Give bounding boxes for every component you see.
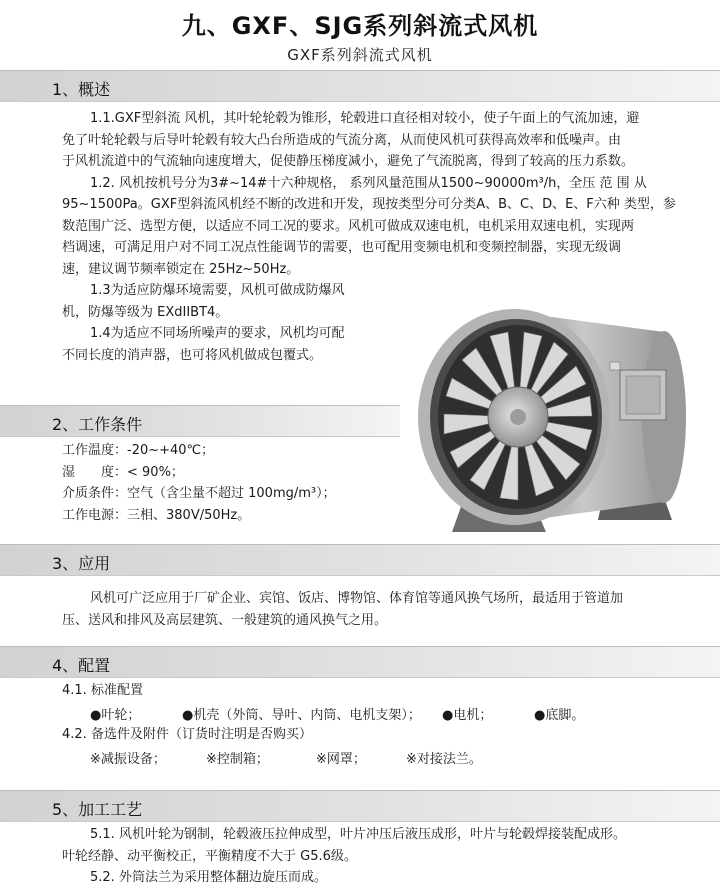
section-header-overview — [0, 70, 720, 102]
list-item: ※网罩； — [316, 752, 366, 767]
section-title: 2、工作条件 — [52, 415, 143, 434]
text-line: 不同长度的消声器，也可将风机做成包覆式。 — [62, 347, 323, 363]
axial-fan-image — [414, 292, 710, 542]
config-optional-label — [62, 724, 312, 746]
text-line: 压、送风和排风及高层建筑、一般建筑的通风换气之用。 — [62, 612, 388, 628]
text-line: 叶轮经静、动平衡校正，平衡精度不大于 G5.6级。 — [62, 848, 357, 864]
section-title: 4、配置 — [52, 656, 111, 675]
text-line: 工作电源：三相、380V/50Hz。 — [62, 507, 251, 523]
list-item: ※对接法兰。 — [406, 752, 482, 767]
text-line: 湿 度：< 90%； — [62, 464, 184, 480]
text-line: 于风机流道中的气流轴向速度增大，促使静压梯度减小，避免了气流脱离，得到了较高的压力系数。 — [62, 154, 635, 169]
application-text — [62, 588, 702, 631]
section-header-processing — [0, 790, 720, 822]
page-title: 九、GXF、SJG系列斜流式风机 — [181, 12, 539, 40]
text-line: 1.4为适应不同场所噪声的要求，风机均可配 — [90, 326, 345, 341]
text-line: 介质条件：空气（含尘量不超过 100mg/m³）； — [62, 486, 336, 501]
text-line: 工作温度：-20~+40℃； — [62, 443, 215, 458]
section-title: 3、应用 — [52, 554, 111, 573]
config-standard-items — [0, 704, 720, 726]
page-subtitle: GXF系列斜流式风机 — [287, 46, 433, 64]
text-line: 5.1. 风机叶轮为钢制，轮毂液压拉伸成型，叶片冲压后液压成形，叶片与轮毂焊接装配成形。 — [90, 827, 626, 842]
processing-text — [62, 824, 712, 889]
text-line: 速，建议调节频率锁定在 25Hz~50Hz。 — [62, 261, 300, 277]
conditions-text — [62, 440, 402, 526]
list-item: ●机壳（外筒、导叶、内筒、电机支架）； — [182, 708, 421, 723]
text-line: 5.2. 外筒法兰为采用整体翻边旋压而成。 — [90, 870, 327, 885]
config-standard-label — [62, 680, 143, 702]
list-item: ●叶轮； — [90, 708, 141, 723]
list-item: ※减振设备； — [90, 752, 166, 767]
text-line: 机，防爆等级为 EXdIIBT4。 — [62, 304, 229, 320]
section-title: 5、加工工艺 — [52, 800, 143, 819]
list-item: ●电机； — [442, 708, 493, 723]
section-header-config — [0, 646, 720, 678]
text-line: 免了叶轮轮毂与后导叶轮毂有较大凸台所造成的气流分离，从而使风机可获得高效率和低噪声。由 — [62, 132, 622, 148]
text-line: 4.2. 备选件及附件（订货时注明是否购买） — [62, 727, 312, 742]
list-item: ※控制箱； — [206, 752, 269, 767]
config-optional-items — [0, 748, 720, 770]
text-line: 风机可广泛应用于厂矿企业、宾馆、饭店、博物馆、体育馆等通风换气场所，最适用于管道加 — [90, 591, 624, 606]
section-header-conditions — [0, 405, 400, 437]
text-line: 1.1.GXF型斜流 风机，其叶轮轮毂为锥形，轮毂进口直径相对较小，使子午面上的气流加速，避 — [90, 111, 640, 126]
list-item: ●底脚。 — [534, 708, 585, 723]
text-line: 1.3为适应防爆环境需要，风机可做成防爆风 — [90, 283, 345, 298]
text-line: 档调速，可满足用户对不同工况点性能调节的需要，也可配用变频电机和变频控制器，实现无级调 — [62, 240, 622, 255]
section-header-application — [0, 544, 720, 576]
text-line: 1.2. 风机按机号分为3#~14#十六种规格， 系列风量范围从1500~90000m³/h，全压 范 围 从 — [90, 175, 647, 191]
text-line: 数范围广泛、选型方便，以适应不同工况的要求。风机可做成双速电机，电机采用双速电机，实现两 — [62, 218, 635, 234]
text-line: 95~1500Pa。GXF型斜流风机经不断的改进和开发，现按类型分可分类A、B、C、D、E、F六种 类型，参 — [62, 197, 676, 212]
section-title: 1、概述 — [52, 80, 111, 99]
text-line: 4.1. 标准配置 — [62, 683, 143, 698]
